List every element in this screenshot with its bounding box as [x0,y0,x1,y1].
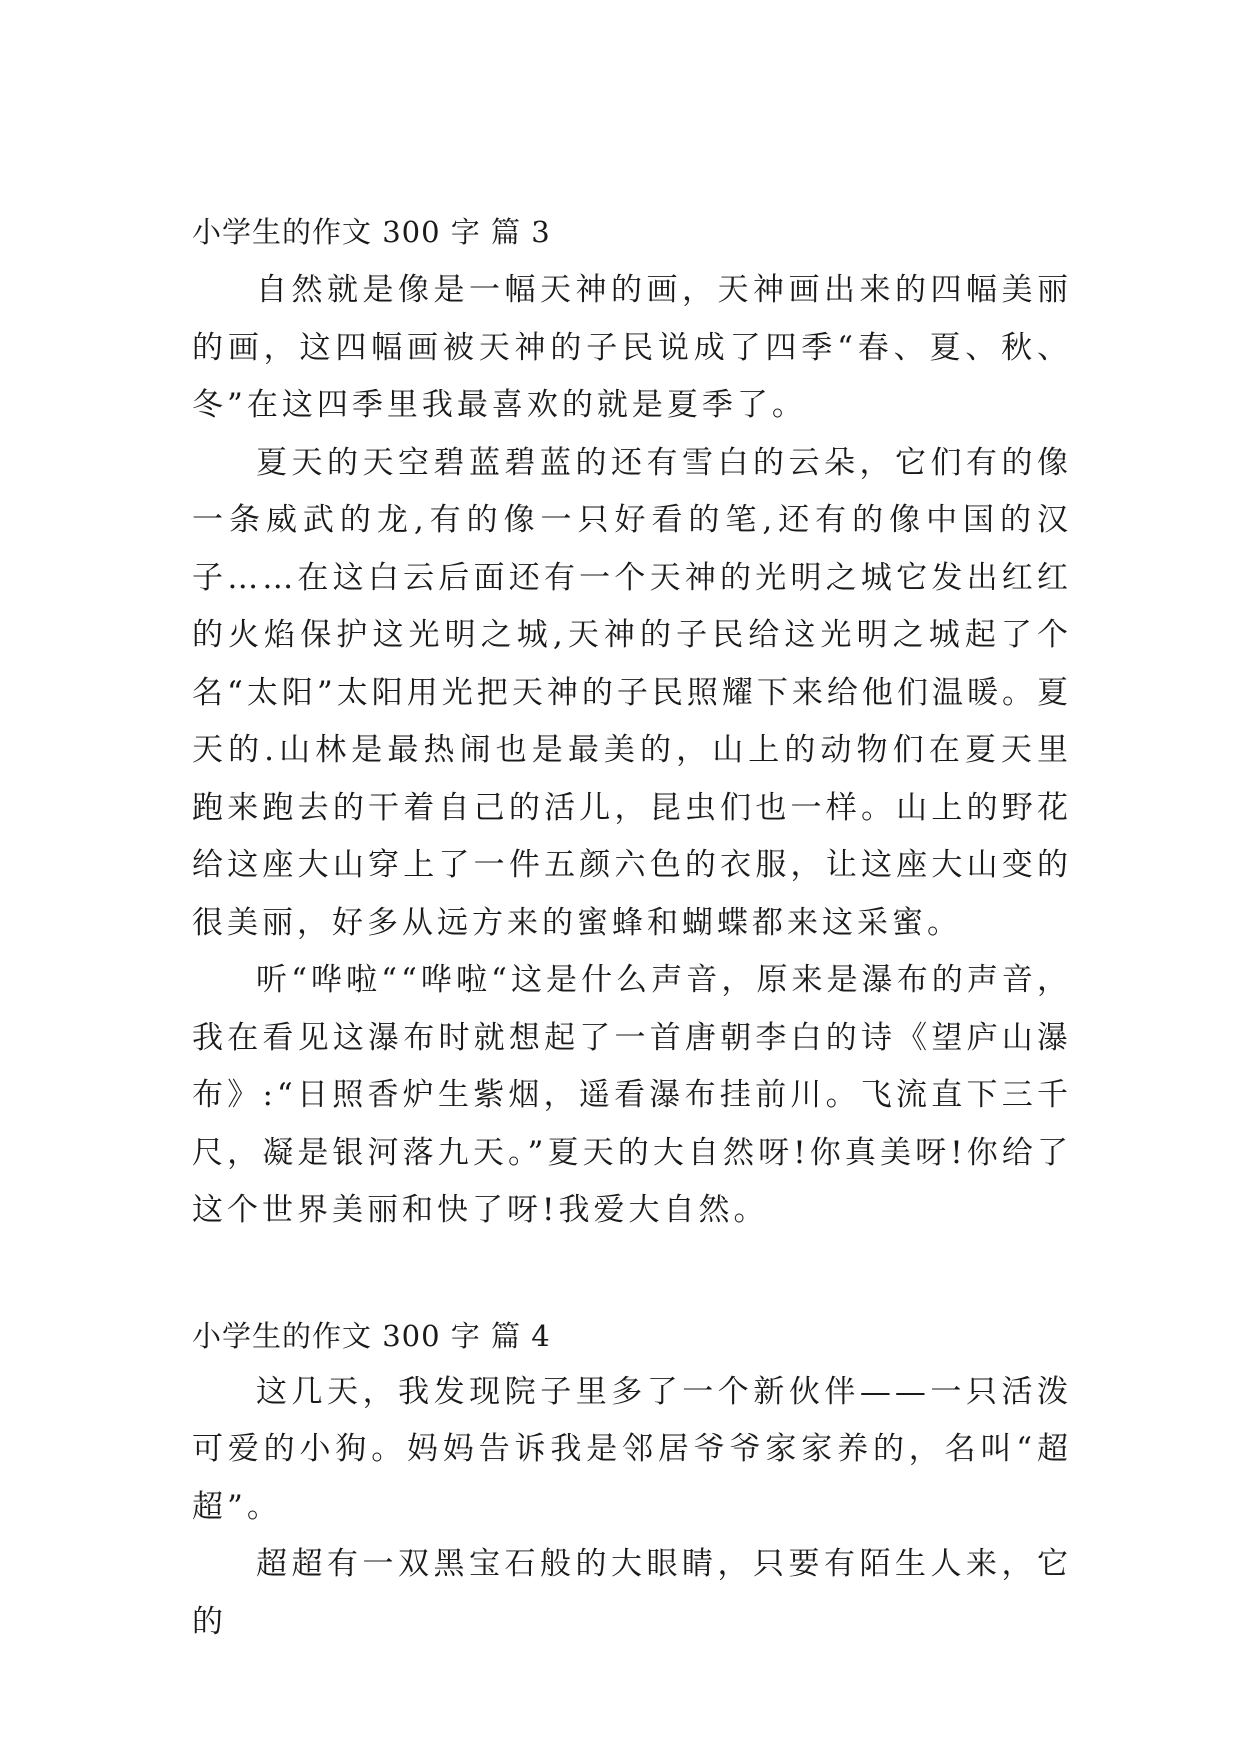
essay-paragraph: 夏天的天空碧蓝碧蓝的还有雪白的云朵，它们有的像一条威武的龙,有的像一只好看的笔,还有的像中国的汉子……在这白云后面还有一个天神的光明之城它发出红红的火焰保护这光明之城,天神的子民给这光明之城起了个名“太阳”太阳用光把天神的子民照耀下来给他们温暖。夏天的.山林是最热闹也是最美的，山上的动物们在夏天里跑来跑去的干着自己的活儿，昆虫们也一样。山上的野花给这座大山穿上了一件五颜六色的衣服，让这座大山变的很美丽，好多从远方来的蜜蜂和蝴蝶都来这采蜜。 [192,444,1072,941]
essay-section-4 [192,1314,1072,1652]
essay-paragraph: 自然就是像是一幅天神的画，天神画出来的四幅美丽的画，这四幅画被天神的子民说成了四季“春、夏、秋、冬”在这四季里我最喜欢的就是夏季了。 [192,272,1072,423]
essay-title: 小学生的作文 300 字 篇 4 [192,1318,551,1353]
essay-paragraph: 这几天，我发现院子里多了一个新伙伴——一只活泼可爱的小狗。妈妈告诉我是邻居爷爷家家养的，名叫“超超”。 [192,1373,1072,1525]
document-page [192,210,1072,1651]
essay-title: 小学生的作文 300 字 篇 3 [192,215,551,249]
essay-paragraph: 听“哗啦““哗啦“这是什么声音，原来是瀑布的声音，我在看见这瀑布时就想起了一首唐朝李白的诗《望庐山瀑布》:“日照香炉生紫烟，遥看瀑布挂前川。飞流直下三千尺，凝是银河落九天。”夏天的大自然呀!你真美呀!你给了这个世界美丽和快了呀!我爱大自然。 [192,962,1072,1228]
essay-paragraph: 超超有一双黑宝石般的大眼睛，只要有陌生人来，它的 [192,1546,1072,1640]
essay-section-3 [192,210,1072,1240]
